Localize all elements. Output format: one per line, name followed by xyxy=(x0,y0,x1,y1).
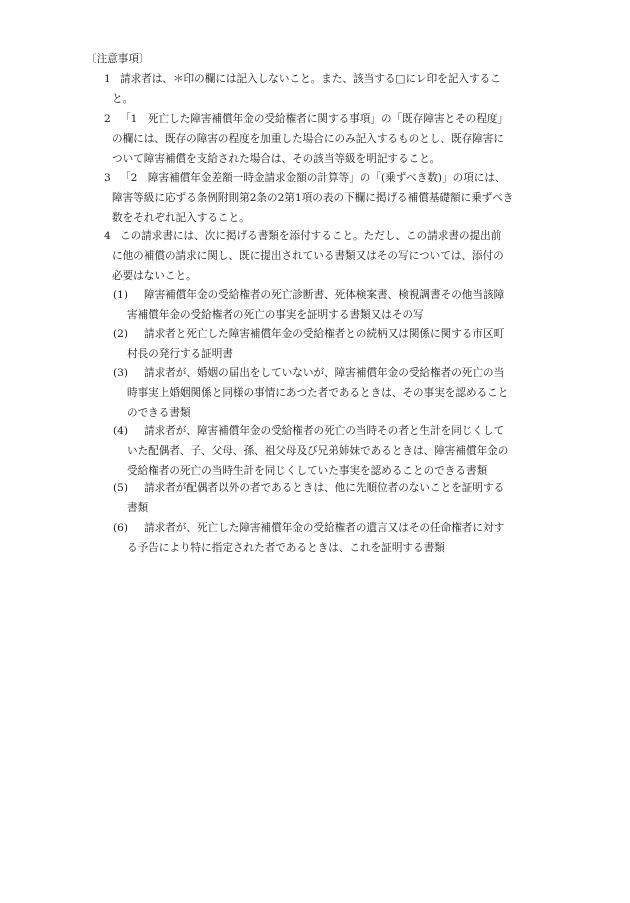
note-line: 必要はないこと。 xyxy=(112,270,197,282)
sub-text xyxy=(127,478,505,518)
sub-text xyxy=(127,518,505,558)
note-text xyxy=(112,226,630,286)
sub-line: 村長の発行する証明書 xyxy=(127,348,233,360)
sub-text xyxy=(127,421,509,481)
sub-line: 請求者が、障害補償年金の受給権者の死亡の当時その者と生計を同じくして xyxy=(144,425,505,437)
sub-number: (3) xyxy=(113,367,129,379)
sub-line: 障害補償年金の受給権者の死亡診断書、死体検案書、検視調書その他当該障 xyxy=(144,289,505,301)
note-text xyxy=(112,109,630,169)
note-line: ついて障害補償を支給された場合は、その該当等級を明記すること。 xyxy=(112,153,441,165)
sub-line: る予告により特に指定された者であるときは、これを証明する書類 xyxy=(127,542,445,554)
note-line: に他の補償の請求に関し、既に提出されている書類又はその写については、添付の xyxy=(112,250,504,262)
note-line: 数をそれぞれ記入すること。 xyxy=(112,212,250,224)
sub-number: (5) xyxy=(113,482,129,494)
sub-number: (2) xyxy=(113,328,129,340)
sub-number: (6) xyxy=(113,522,129,534)
sub-text xyxy=(127,285,505,325)
note-number: 2 xyxy=(104,113,111,125)
sub-line: 請求者と死亡した障害補償年金の受給権者との続柄又は関係に関する市区町 xyxy=(144,328,505,340)
note-text xyxy=(112,168,630,228)
sub-number: (1) xyxy=(113,289,129,301)
note-text xyxy=(112,69,630,109)
sub-line: のできる書類 xyxy=(127,407,191,419)
sub-line: 害補償年金の受給権者の死亡の事実を証明する書類又はその写 xyxy=(127,309,424,321)
note-line: 「2 障害補償年金差額一時金請求金額の計算等」の「(乗ずべき数)」の項には、 xyxy=(120,172,506,184)
note-line: この請求書には、次に掲げる書類を添付すること。ただし、この請求書の提出前 xyxy=(120,230,502,242)
note-number: 1 xyxy=(104,73,111,85)
notes-heading: 〔注意事項〕 xyxy=(86,53,150,65)
note-line: 「1 死亡した障害補償年金の受給権者に関する事項」の「既存障害とその程度」 xyxy=(120,113,509,125)
sub-line: 請求者が、死亡した障害補償年金の受給権者の遺言又はその任命権者に対す xyxy=(144,522,505,534)
sub-line: 時事実上婚姻関係と同様の事情にあつた者であるときは、その事実を認めること xyxy=(127,387,509,399)
note-number: 3 xyxy=(104,172,111,184)
note-line: の欄には、既存の障害の程度を加重した場合にのみ記入するものとし、既存障害に xyxy=(112,133,504,145)
note-line: と。 xyxy=(112,93,134,105)
note-line: 障害等級に応ずる条例附則第2条の2第1項の表の下欄に掲げる補償基礎額に乗ずべき xyxy=(112,192,514,204)
sub-text xyxy=(127,324,505,364)
note-number: 4 xyxy=(104,230,111,242)
sub-line: 書類 xyxy=(127,502,149,514)
sub-line: 請求者が配偶者以外の者であるときは、他に先順位者のないことを証明する xyxy=(144,482,505,494)
sub-line: 受給権者の死亡の当時生計を同じくしていた事実を認めることのできる書類 xyxy=(127,465,488,477)
sub-line: 請求者が、婚姻の届出をしていないが、障害補償年金の受給権者の死亡の当 xyxy=(144,367,505,379)
sub-number: (4) xyxy=(113,425,129,437)
sub-text xyxy=(127,363,509,423)
note-line: 請求者は、＊印の欄には記入しないこと。また、該当する□にレ印を記入するこ xyxy=(120,73,501,85)
sub-line: いた配偶者、子、父母、孫、祖父母及び兄弟姉妹であるときは、障害補償年金の xyxy=(127,445,509,457)
